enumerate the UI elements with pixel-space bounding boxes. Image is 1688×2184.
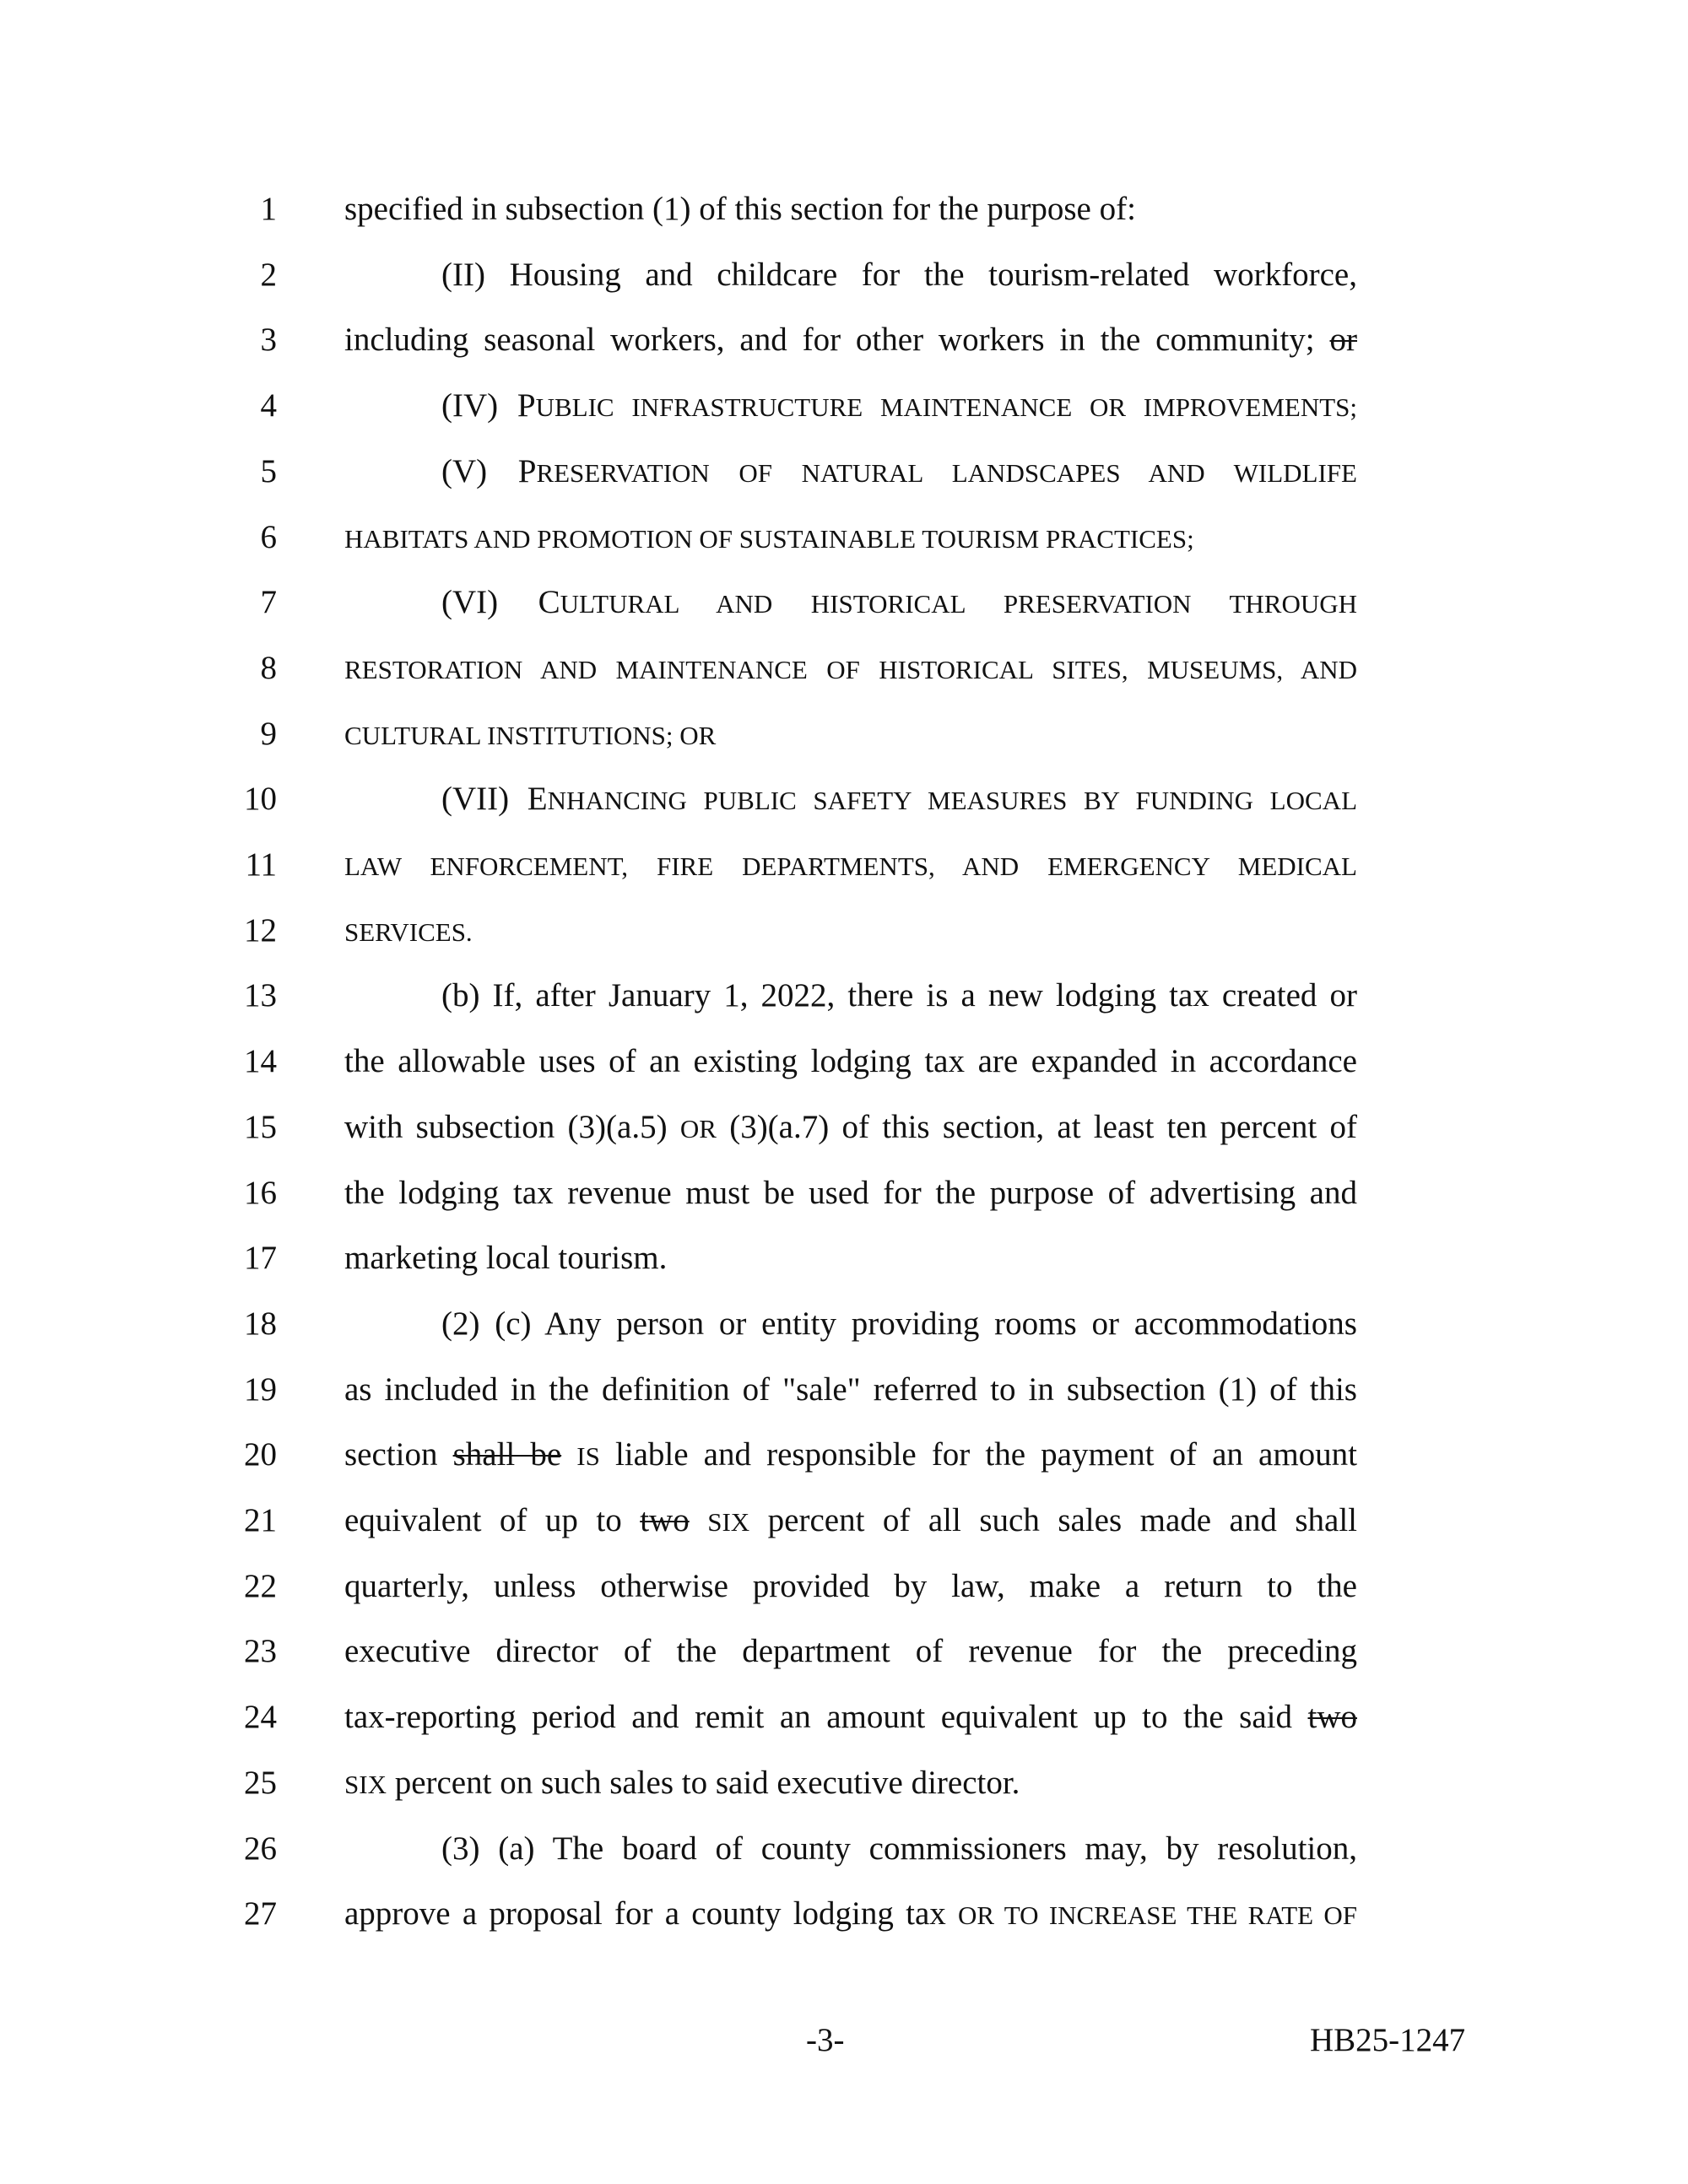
text-line: [0, 1488, 1688, 1554]
line-text: [344, 832, 1357, 900]
inserted-text: RESERVATION OF NATURAL LANDSCAPES AND WILDLIFE: [536, 457, 1357, 488]
text-segment: [561, 1436, 576, 1473]
text-segment: equivalent of up to: [344, 1502, 641, 1538]
inserted-text: SIX: [707, 1507, 750, 1537]
inserted-text: OR: [679, 1113, 717, 1143]
line-number: 7: [260, 584, 277, 621]
text-segment: (II) Housing and childcare for the tourism-related workforce,: [441, 256, 1357, 293]
line-text: [344, 1750, 1357, 1818]
line-text: [344, 1684, 1357, 1750]
text-line: [0, 701, 1688, 767]
text-segment: as included in the definition of "sale" referred to in subsection (1) of this: [344, 1370, 1357, 1408]
text-line: [0, 1554, 1688, 1619]
line-text: [344, 1095, 1357, 1162]
text-line: [0, 898, 1688, 964]
text-line: [0, 1291, 1688, 1357]
line-number: 21: [244, 1502, 277, 1538]
line-text: [344, 1422, 1357, 1489]
line-number: 14: [244, 1043, 277, 1080]
inserted-text: IS: [576, 1441, 600, 1472]
line-text: [344, 570, 1357, 637]
deleted-text: or: [1329, 322, 1357, 359]
text-line: [0, 242, 1688, 308]
line-number: 6: [260, 518, 277, 555]
text-segment: (V) P: [441, 452, 537, 489]
line-number: 22: [244, 1567, 277, 1604]
line-number: 12: [244, 911, 277, 949]
line-text: [344, 1881, 1357, 1949]
text-line: [0, 1684, 1688, 1750]
line-number: 26: [244, 1830, 277, 1867]
text-line: [0, 176, 1688, 242]
text-segment: approve a proposal for a county lodging tax: [344, 1895, 959, 1933]
line-number: 3: [260, 322, 277, 359]
deleted-text: two: [1307, 1699, 1357, 1736]
line-text: [344, 1619, 1357, 1684]
inserted-text: UBLIC INFRASTRUCTURE MAINTENANCE OR IMPROVEMENTS;: [535, 392, 1357, 423]
deleted-text: two: [640, 1502, 690, 1538]
line-text: [344, 1160, 1357, 1226]
page-number: -3-: [806, 2022, 845, 2058]
bill-identifier: HB25-1247: [1310, 2022, 1466, 2058]
line-number: 1: [260, 191, 277, 227]
text-segment: the lodging tax revenue must be used for the purpose of advertising and: [344, 1174, 1357, 1211]
text-line: [0, 1881, 1688, 1947]
text-line: [0, 307, 1688, 373]
text-line: [0, 1816, 1688, 1882]
line-text: [344, 307, 1357, 373]
line-number: 13: [244, 977, 277, 1014]
line-text: [344, 439, 1357, 506]
text-segment: (3) (a) The board of county commissioners may, by resolution,: [441, 1830, 1357, 1867]
text-segment: [690, 1502, 708, 1538]
line-text: [344, 1291, 1357, 1357]
text-line: [0, 635, 1688, 701]
text-segment: including seasonal workers, and for other workers in the community;: [344, 322, 1330, 359]
line-text: [344, 373, 1357, 441]
line-text: [344, 1357, 1357, 1423]
line-number: 27: [244, 1895, 277, 1933]
text-line: [0, 505, 1688, 570]
text-line: [0, 1095, 1688, 1160]
text-segment: (VII) E: [441, 781, 548, 818]
text-line: [0, 1160, 1688, 1226]
text-segment: section: [344, 1436, 453, 1473]
text-segment: percent of all such sales made and shall: [749, 1502, 1358, 1538]
text-segment: marketing local tourism.: [344, 1240, 668, 1277]
line-number: 8: [260, 649, 277, 686]
text-segment: (2) (c) Any person or entity providing rooms or accommodations: [441, 1305, 1357, 1342]
line-text: [344, 242, 1357, 308]
line-number: 18: [244, 1305, 277, 1342]
line-number: 20: [244, 1436, 277, 1473]
line-text: [344, 963, 1357, 1029]
line-text: [344, 1029, 1357, 1095]
line-text: [344, 505, 1357, 572]
line-number: 10: [244, 781, 277, 818]
line-text: [344, 635, 1357, 703]
line-number: 5: [260, 452, 277, 489]
text-segment: with subsection (3)(a.5): [344, 1108, 680, 1145]
text-line: [0, 1225, 1688, 1291]
text-segment: (VI) C: [441, 584, 560, 621]
inserted-text: SIX: [344, 1769, 387, 1799]
line-text: [344, 701, 1357, 769]
line-number: 17: [244, 1240, 277, 1277]
line-text: [344, 1225, 1357, 1291]
text-line: [0, 1619, 1688, 1684]
inserted-text: RESTORATION AND MAINTENANCE OF HISTORICAL SITES, MUSEUMS, AND: [344, 654, 1357, 684]
line-text: [344, 176, 1357, 242]
line-number: 16: [244, 1174, 277, 1211]
inserted-text: SERVICES.: [344, 916, 473, 947]
text-segment: liable and responsible for the payment of an amount: [599, 1436, 1358, 1473]
line-number: 19: [244, 1370, 277, 1408]
text-line: [0, 1422, 1688, 1488]
line-number: 15: [244, 1108, 277, 1145]
line-number: 4: [260, 387, 277, 424]
line-text: [344, 1554, 1357, 1619]
text-line: [0, 766, 1688, 832]
text-line: [0, 1750, 1688, 1816]
line-text: [344, 1816, 1357, 1882]
text-segment: tax-reporting period and remit an amount equivalent up to the said: [344, 1699, 1308, 1736]
text-line: [0, 373, 1688, 439]
inserted-text: CULTURAL INSTITUTIONS; OR: [344, 720, 717, 750]
text-line: [0, 439, 1688, 505]
line-number: 2: [260, 256, 277, 293]
text-segment: executive director of the department of revenue for the preceding: [344, 1633, 1357, 1670]
line-number: 23: [244, 1633, 277, 1670]
line-number: 9: [260, 715, 277, 752]
text-line: [0, 832, 1688, 898]
text-segment: percent on such sales to said executive director.: [386, 1764, 1020, 1801]
text-line: [0, 963, 1688, 1029]
text-segment: (b) If, after January 1, 2022, there is a new lodging tax created or: [441, 977, 1357, 1014]
text-line: [0, 1029, 1688, 1095]
line-text: [344, 766, 1357, 834]
inserted-text: ULTURAL AND HISTORICAL PRESERVATION THROUGH: [560, 589, 1358, 619]
text-segment: the allowable uses of an existing lodging tax are expanded in accordance: [344, 1043, 1357, 1080]
text-line: [0, 570, 1688, 635]
text-segment: (IV) P: [441, 387, 536, 424]
line-text: [344, 898, 1357, 965]
line-number: 11: [245, 846, 277, 883]
inserted-text: HABITATS AND PROMOTION OF SUSTAINABLE TOURISM PRACTICES;: [344, 523, 1194, 554]
inserted-text: LAW ENFORCEMENT, FIRE DEPARTMENTS, AND EMERGENCY MEDICAL: [344, 851, 1357, 881]
text-segment: quarterly, unless otherwise provided by law, make a return to the: [344, 1567, 1357, 1604]
line-text: [344, 1488, 1357, 1555]
line-number: 25: [244, 1764, 277, 1801]
text-segment: (3)(a.7) of this section, at least ten percent of: [716, 1108, 1358, 1145]
text-segment: specified in subsection (1) of this section for the purpose of:: [344, 191, 1136, 227]
inserted-text: OR TO INCREASE THE RATE OF: [958, 1900, 1357, 1931]
text-line: [0, 1357, 1688, 1423]
deleted-text: shall be: [452, 1436, 562, 1473]
line-number: 24: [244, 1699, 277, 1736]
inserted-text: NHANCING PUBLIC SAFETY MEASURES BY FUNDING LOCAL: [547, 786, 1358, 816]
